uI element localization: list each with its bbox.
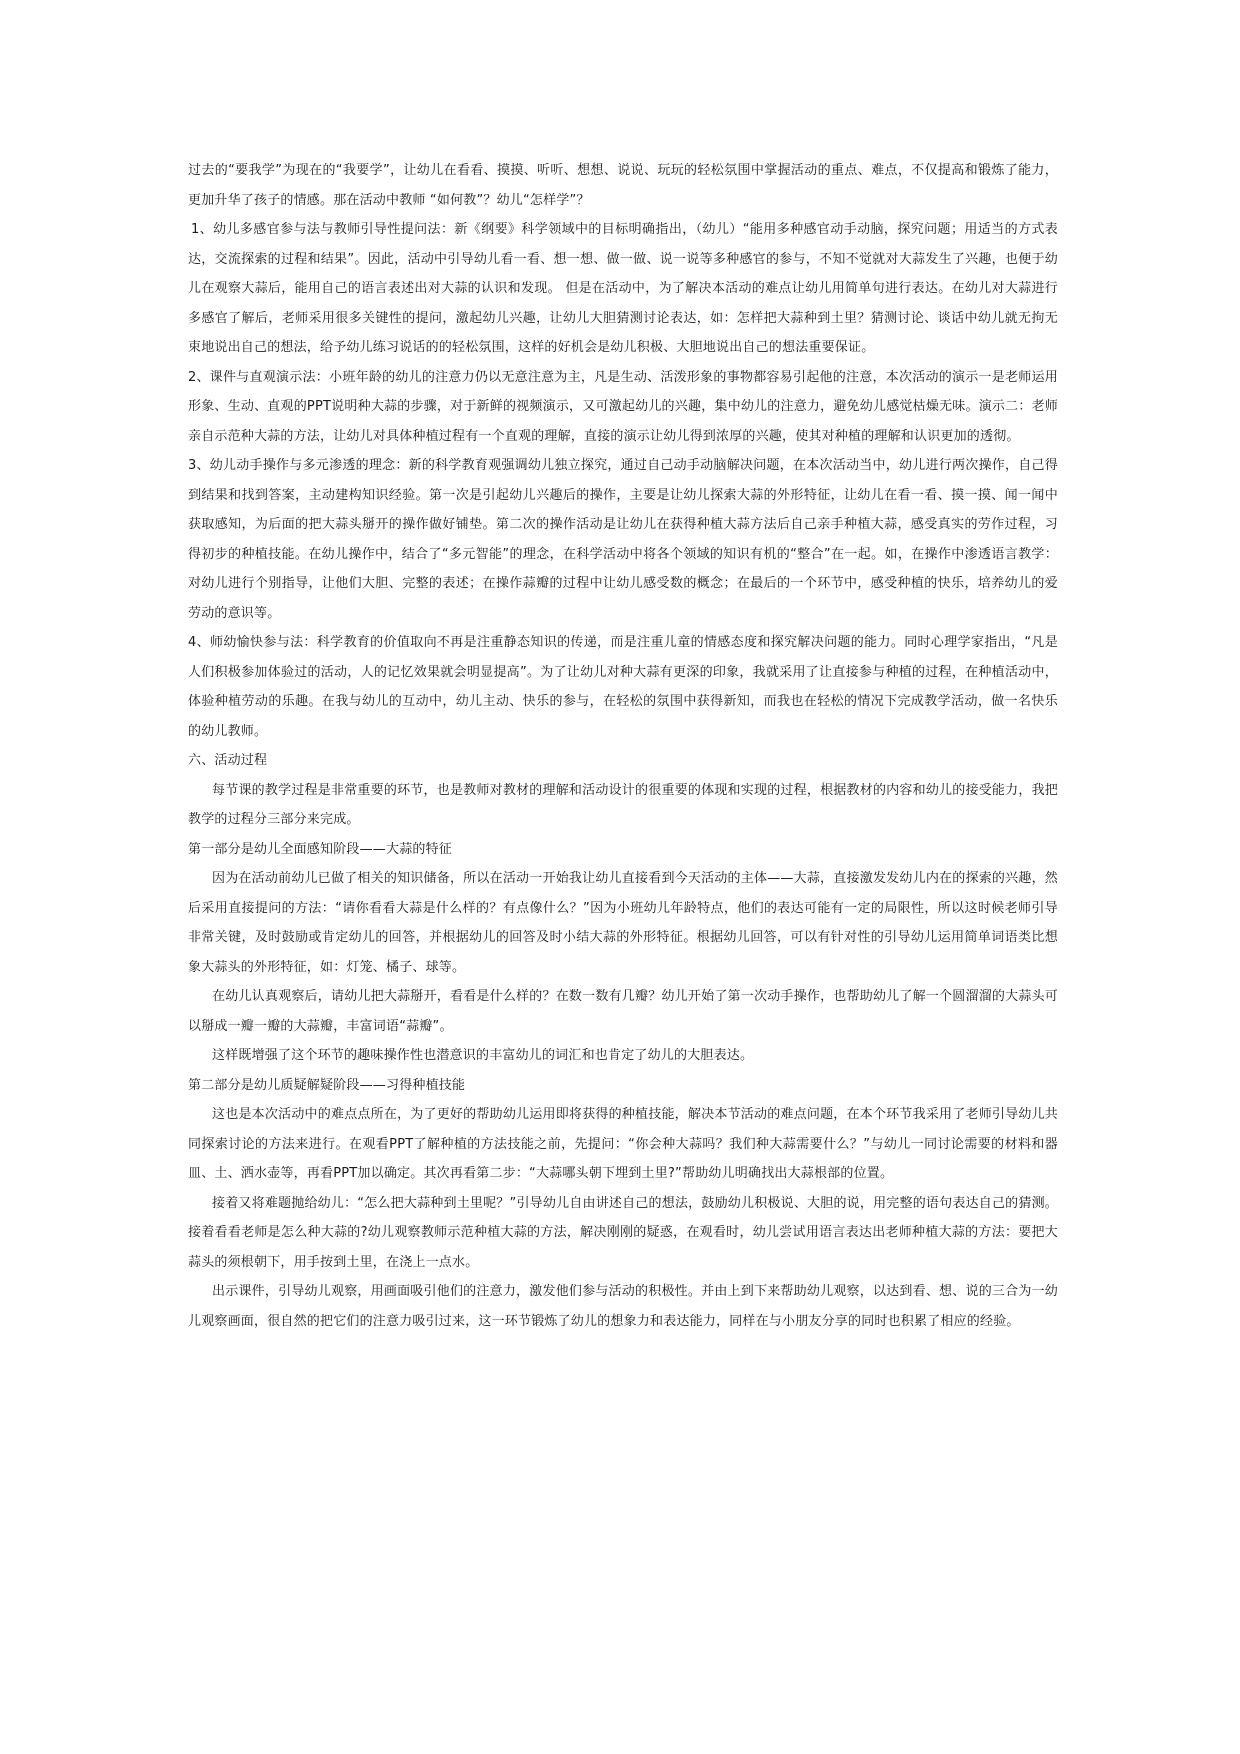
paragraph-method-2: 2、课件与直观演示法：小班年龄的幼儿的注意力仍以无意注意为主，凡是生动、活泼形象的事物都容易引起他的注意，本次活动的演示一是老师运用形象、生动、直观的PPT说明种大蒜的步骤，对于新鲜的视频演示，又可激起幼儿的兴趣，集中幼儿的注意力，避免幼儿感觉枯燥无味。演示二：老师亲自示范种大蒜的方法，让幼儿对具体种植过程有一个直观的理解，直接的演示让幼儿得到浓厚的兴趣，使其对种植的理解和认识更加的透彻。 [188,369,1058,444]
paragraph-part-one-b: 在幼儿认真观察后，请幼儿把大蒜掰开，看看是什么样的？在数一数有几瓣？幼儿开始了第一次动手操作，也帮助幼儿了解一个圆溜溜的大蒜头可以掰成一瓣一瓣的大蒜瓣，丰富词语“蒜瓣”。 [188,989,1058,1034]
paragraph-part-one-c: 这样既增强了这个环节的趣味操作性也潜意识的丰富幼儿的词汇和也肯定了幼儿的大胆表达。 [212,1048,754,1063]
paragraph-part-two-b: 接着又将难题抛给幼儿：“怎么把大蒜种到土里呢？”引导幼儿自由讲述自己的想法，鼓励幼儿积极说、大胆的说，用完整的语句表达自己的猜测。接着看看老师是怎么种大蒜的?幼儿观察教师示范种植大蒜的方法，解决刚刚的疑惑，在观看时，幼儿尝试用语言表达出老师种植大蒜的方法：要把大蒜头的须根朝下，用手按到土里，在浇上一点水。 [188,1195,1058,1270]
paragraph-method-1: 1、幼儿多感官参与法与教师引导性提问法：新《纲要》科学领域中的目标明确指出，（幼儿）“能用多种感官动手动脑，探究问题；用适当的方式表达，交流探索的过程和结果”。因此，活动中引导幼儿看一看、想一想、做一做、说一说等多种感官的参与，不知不觉就对大蒜发生了兴趣，也便于幼儿在观察大蒜后，能用自己的语言表述出对大蒜的认识和发现。 但是在活动中，为了解决本活动的难点让幼儿用简单句进行表达。在幼儿对大蒜进行多感官了解后，老师采用很多关键性的提问，激起幼儿兴趣，让幼儿大胆猜测讨论表达，如：怎样把大蒜种到土里？猜测讨论、谈话中幼儿就无拘无束地说出自己的想法，给予幼儿练习说话的的轻松氛围，这样的好机会是幼儿积极、大胆地说出自己的想法重要保证。 [188,222,1058,355]
document-body [188,156,1058,1336]
paragraph-method-4: 4、师幼愉快参与法：科学教育的价值取向不再是注重静态知识的传递，而是注重儿童的情感态度和探究解决问题的能力。同时心理学家指出，“凡是人们积极参加体验过的活动，人的记忆效果就会明显提高”。为了让幼儿对种大蒜有更深的印象，我就采用了让直接参与种植的过程，在种植活动中，体验种植劳动的乐趣。在我与幼儿的互动中，幼儿主动、快乐的参与，在轻松的氛围中获得新知，而我也在轻松的情况下完成教学活动，做一名快乐的幼儿教师。 [188,635,1058,739]
paragraph-part-two-c: 出示课件，引导幼儿观察，用画面吸引他们的注意力，激发他们参与活动的积极性。并由上到下来帮助幼儿观察，以达到看、想、说的三合为一幼儿观察画面，很自然的把它们的注意力吸引过来，这一环节锻炼了幼儿的想象力和表达能力，同样在与小朋友分享的同时也积累了相应的经验。 [188,1284,1058,1329]
paragraph-intro-continued: 过去的“要我学”为现在的“我要学”，让幼儿在看看、摸摸、听听、想想、说说、玩玩的轻松氛围中掌握活动的重点、难点，不仅提高和锻炼了能力，更加升华了孩子的情感。那在活动中教师 “如何教”？幼儿“怎样学”？ [188,163,1058,208]
subheading-part-two: 第二部分是幼儿质疑解疑阶段——习得种植技能 [188,1077,466,1093]
paragraph-part-two-a: 这也是本次活动中的难点点所在，为了更好的帮助幼儿运用即将获得的种植技能，解决本节活动的难点问题，在本个环节我采用了老师引导幼儿共同探索讨论的方法来进行。在观看PPT了解种植的方法技能之前，先提问：“你会种大蒜吗？我们种大蒜需要什么？”与幼儿一同讨论需要的材料和器皿、土、洒水壶等，再看PPT加以确定。其次再看第二步：“大蒜哪头朝下埋到土里?”帮助幼儿明确找出大蒜根部的位置。 [188,1107,1058,1181]
subheading-part-one: 第一部分是幼儿全面感知阶段——大蒜的特征 [188,841,453,857]
paragraph-part-one-a: 因为在活动前幼儿已做了相关的知识储备，所以在活动一开始我让幼儿直接看到今天活动的主体——大蒜，直接激发发幼儿内在的探索的兴趣，然后采用直接提问的方法：“请你看看大蒜是什么样的？有点像什么？”因为小班幼儿年龄特点，他们的表达可能有一定的局限性，所以这时候老师引导非常关键，及时鼓励或肯定幼儿的回答，并根据幼儿的回答及时小结大蒜的外形特征。根据幼儿回答，可以有针对性的引导幼儿运用简单词语类比想象大蒜头的外形特征，如：灯笼、橘子、球等。 [188,871,1058,975]
paragraph-method-3: 3、幼儿动手操作与多元渗透的理念：新的科学教育观强调幼儿独立探究，通过自己动手动脑解决问题，在本次活动当中，幼儿进行两次操作，自己得到结果和找到答案，主动建构知识经验。第一次是引起幼儿兴趣后的操作，主要是让幼儿探索大蒜的外形特征，让幼儿在看一看、摸一摸、闻一闻中获取感知，为后面的把大蒜头掰开的操作做好铺垫。第二次的操作活动是让幼儿在获得种植大蒜方法后自己亲手种植大蒜，感受真实的劳作过程，习得初步的种植技能。在幼儿操作中，结合了“多元智能”的理念，在科学活动中将各个领域的知识有机的“整合”在一起。如，在操作中渗透语言教学：对幼儿进行个别指导，让他们大胆、完整的表述；在操作蒜瓣的过程中让幼儿感受数的概念；在最后的一个环节中，感受种植的快乐，培养幼儿的爱劳动的意识等。 [188,458,1058,621]
section-heading-activity-process: 六、活动过程 [188,753,268,768]
paragraph-process-overview: 每节课的教学过程是非常重要的环节，也是教师对教材的理解和活动设计的很重要的体现和实现的过程，根据教材的内容和幼儿的接受能力，我把教学的过程分三部分来完成。 [188,782,1058,827]
